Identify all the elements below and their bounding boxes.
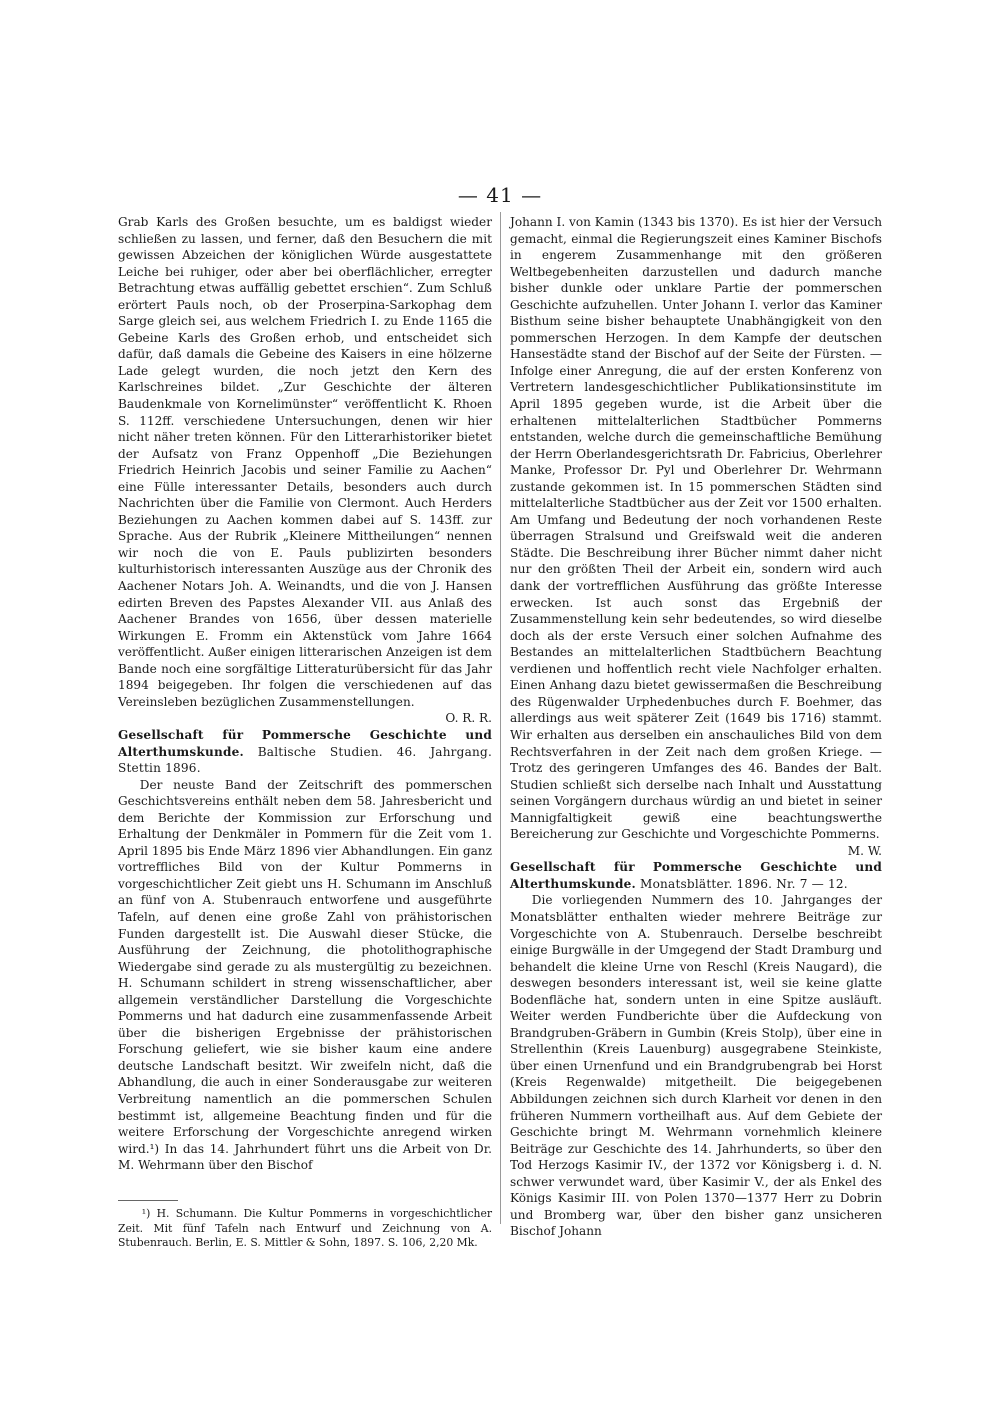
footnote: ¹) H. Schumann. Die Kultur Pommerns in vorgeschichtlicher Zeit. Mit fünf Tafeln nach Entwurf und Zeichnung von A. Stubenrauch. Berlin, E. S. Mittler & Sohn, 1897. S. 106, 2,20 Mk. <box>118 1206 492 1250</box>
footnote-rule <box>118 1200 178 1201</box>
left-column <box>118 214 492 1251</box>
left-section-heading <box>118 727 492 777</box>
left-heading-society: Gesellschaft für Pommersche Geschichte und Alterthumskunde. <box>118 727 492 759</box>
footnote-spacer <box>118 1174 492 1192</box>
left-paragraph-1: Grab Karls des Großen besuchte, um es baldigst wieder schließen zu lassen, und ferner, daß den Besuchern die mit gewissen Abzeichen der königlichen Würde ausgestattete Leiche bei ruhiger, oder aber bei oberflächlicher, erregter Betrachtung etwas auffällig gebettet erschien“. Zum Schluß erörtert Pauls noch, ob der Proserpina-Sarkophag dem Sarge gleich sei, aus welchem Friedrich I. zu Ende 1165 die Gebeine Karls des Großen erhob, und entscheidet sich dafür, daß damals die Gebeine des Kaisers in eine hölzerne Lade gelegt wurden, die noch jetzt den Kern des Karlschreines bildet. „Zur Geschichte der älteren Baudenkmale von Kornelimünster“ veröffentlicht K. Rhoen S. 112ff. verschiedene Untersuchungen, denen wir hier nicht näher treten können. Für den Litterarhistoriker bietet der Aufsatz von Franz Oppenhoff „Die Beziehungen Friedrich Heinrich Jacobis und seiner Familie zu Aachen“ eine Fülle interessanter Details, besonders auch durch Nachrichten über die Familie von Clermont. Auch Herders Beziehungen zu Aachen kommen dabei auf S. 143ff. zur Sprache. Aus der Rubrik „Kleinere Mittheilungen“ nennen wir noch die von E. Pauls publizirten besonders kulturhistorisch interessanten Auszüge aus der Chronik des Aachener Notars Joh. A. Weinandts, und die von J. Hansen edirten Breven des Papstes Alexander VII. aus Anlaß des Aachener Brandes von 1656, über dessen materielle Wirkungen E. Fromm ein Aktenstück vom Jahre 1664 veröffentlicht. Außer einigen litterarischen Anzeigen ist dem Bande noch eine sorgfältige Litteraturübersicht für das Jahr 1894 beigegeben. Ihr folgen die verschiedenen auf das Vereinsleben bezüglichen Zusammenstellungen. <box>118 215 492 709</box>
page-number: — 41 — <box>457 183 543 207</box>
left-heading-publication: Baltische Studien. 46. Jahrgang. Stettin 1896. <box>118 744 492 776</box>
right-heading-publication: Monatsblätter. 1896. Nr. 7 — 12. <box>635 876 848 891</box>
right-heading-society: Gesellschaft für Pommersche Geschichte und Alterthumskunde. <box>510 860 882 891</box>
right-section-heading <box>510 859 882 892</box>
left-signature-1: O. R. R. <box>445 711 492 726</box>
right-signature-1: M. W. <box>847 843 882 858</box>
right-paragraph-2: Die vorliegenden Nummern des 10. Jahrganges der Monatsblätter enthalten wieder mehrere Beiträge zur Vorgeschichte von A. Stubenrauch. Derselbe beschreibt einige Burgwälle in der Umgegend der Stadt Dramburg und behandelt die kleine Urne von Reschl (Kreis Naugard), die deswegen besonders interessant ist, weil sie keine glatte Bodenfläche hat, sondern unten in eine Spitze ausläuft. Weiter werden Fundberichte über die Aufdeckung von Brandgruben-Gräbern in Gumbin (Kreis Stolp), über eine in Strellenthin (Kreis Lauenburg) ausgegrabene Steinkiste, über einen Urnenfund und ein Brandgrubengrab bei Horst (Kreis Regenwalde) mitgetheilt. Die beigegebenen Abbildungen zeichnen sich durch Klarheit vor denen in den früheren Nummern vortheilhaft aus. Auf dem Gebiete der Geschichte bringt M. Wehrmann vornehmlich kleinere Beiträge zur Geschichte des 14. Jahrhunderts, so über den Tod Herzogs Kasimir IV., der 1372 vor Königsberg i. d. N. schwer verwundet ward, über Kasimir V., der als Enkel des Königs Kasimir III. von Polen 1370—1377 Herr zu Dobrin und Bromberg war, über den bisher ganz unsicheren Bischof Johann <box>510 893 882 1239</box>
right-column <box>510 214 882 1240</box>
column-divider <box>500 212 501 1224</box>
right-paragraph-1: Johann I. von Kamin (1343 bis 1370). Es ist hier der Versuch gemacht, einmal die Regierungszeit eines Kaminer Bischofs in engerem Zusammenhange mit den größeren Weltbegebenheiten darzustellen und dadurch manche bisher dunkle oder unklare Partie der pommerschen Geschichte aufzuhellen. Unter Johann I. verlor das Kaminer Bisthum seine bisher behauptete Unabhängigkeit von den pommerschen Herzogen. In dem Kampfe der deutschen Hansestädte stand der Bischof auf der Seite der Fürsten. — Infolge einer Anregung, die auf der ersten Konferenz von Vertretern landesgeschichtlicher Publikationsinstitute im April 1895 gegeben wurde, ist die Arbeit über die erhaltenen mittelalterlichen Stadtbücher Pommerns entstanden, welche durch die gemeinschaftliche Bemühung der Herrn Oberlandesgerichtsrath Dr. Fabricius, Oberlehrer Manke, Professor Dr. Pyl und Oberlehrer Dr. Wehrmann zustande gekommen ist. In 15 pommerschen Städten sind mittelalterliche Stadtbücher aus der Zeit vor 1500 erhalten. Am Umfang und Bedeutung der noch vorhandenen Reste überragen Stralsund und Greifswald weit die anderen Städte. Die Beschreibung ihrer Bücher nimmt daher nicht nur den größten Theil der Arbeit ein, sondern wird auch dank der vortrefflichen Ausführung das größte Interesse erwecken. Ist auch sonst das Ergebniß der Zusammenstellung kein sehr bedeutendes, so wird dieselbe doch als der erste Versuch einer solchen Aufnahme des Bestandes an mittelalterlichen Stadtbüchern Beachtung verdienen und hoffentlich recht viele Nachfolger erhalten. Einen Anhang dazu bietet gewissermaßen die Beschreibung des Rügenwalder Urphedenbuches durch F. Boehmer, das allerdings aus weit späterer Zeit (1649 bis 1716) stammt. Wir erhalten aus derselben ein anschauliches Bild von dem Rechtsverfahren in der Zeit nach dem großen Kriege. — Trotz des geringeren Umfanges des 46. Bandes der Balt. Studien schließt sich derselbe nach Inhalt und Ausstattung seinen Vorgängern durchaus würdig an und bietet in seiner Mannigfaltigkeit gewiß eine beachtungswerthe Bereicherung zur Geschichte und Vorgeschichte Pommerns. <box>510 215 882 842</box>
left-paragraph-2: Der neuste Band der Zeitschrift des pommerschen Geschichtsvereins enthält neben dem 58. Jahresbericht und dem Berichte der Kommission zur Erforschung und Erhaltung der Denkmäler in Pommern für die Zeit vom 1. April 1895 bis Ende März 1896 vier Abhandlungen. Ein ganz vortreffliches Bild von der Kultur Pommerns in vorgeschichtlicher Zeit giebt uns H. Schumann im Anschluß an fünf von A. Stubenrauch entworfene und ausgeführte Tafeln, auf denen eine große Zahl von prähistorischen Funden dargestellt ist. Die Auswahl dieser Stücke, die Ausführung der Zeichnung, die photolithographische Wiedergabe sind gerade zu als mustergültig zu bezeichnen. H. Schumann schildert in streng wissenschaftlicher, aber allgemein verständlicher Darstellung die Vorgeschichte Pommerns und hat dadurch eine zusammenfassende Arbeit über die bisherigen Ergebnisse der prähistorischen Forschung geliefert, wie sie bisher kaum eine andere deutsche Landschaft besitzt. Wir zweifeln nicht, daß die Abhandlung, die auch in einer Sonderausgabe zur weiteren Verbreitung namentlich an die pommerschen Schulen bestimmt ist, allgemeine Beachtung finden und für die weitere Erforschung der Vorgeschichte anregend wirken wird.¹) In das 14. Jahrhundert führt uns die Arbeit von Dr. M. Wehrmann über den Bischof <box>118 777 492 1173</box>
